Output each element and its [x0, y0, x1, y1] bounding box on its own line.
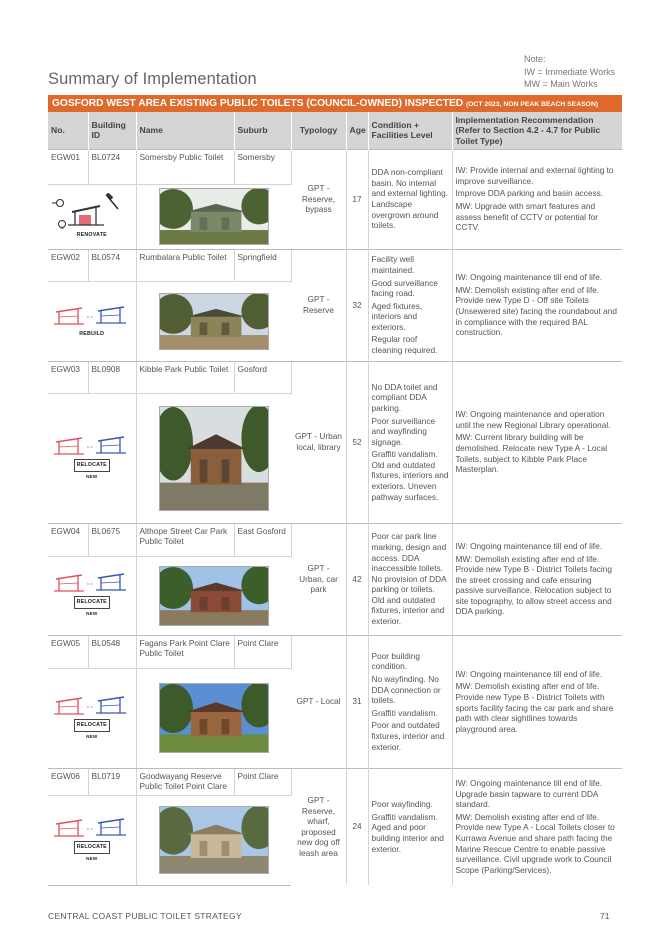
cell-suburb: Gosford — [234, 361, 291, 393]
toilet-photo — [159, 566, 269, 626]
cell-photo — [136, 281, 291, 361]
note-iw: IW = Immediate Works — [524, 66, 616, 77]
table-row — [48, 249, 622, 281]
cell-name: Kibble Park Public Toilet — [136, 361, 234, 393]
rebuild-graphic — [50, 303, 130, 329]
condition-text: Graffiti vandalism. Aged and poor building interior and exterior. — [371, 811, 444, 854]
condition-text: Regular roof cleaning required. — [371, 334, 438, 356]
cell-building-id: BL0724 — [88, 149, 136, 184]
table-row — [48, 523, 622, 556]
new-label: NEW — [86, 855, 98, 861]
condition-text: Graffiti vandalism. — [371, 707, 438, 718]
cell-typology: GPT - Local — [291, 635, 346, 768]
recommendation-text: MW: Demolish existing after end of life. Provide new Type B - District Toilets with sports facility facing the car park and share path with clear sightlines towards playground area. — [455, 681, 614, 734]
cell-age: 17 — [346, 149, 368, 249]
relocate-label: RELOCATE — [74, 841, 110, 854]
recommendation-text: MW: Demolish existing after end of life. Provide new Type B - District Toilets facing the street crossing and cafe ensuring passive surveillance. Relocation subject to site topography, to allow street access and DDA parking. — [455, 553, 612, 617]
relocate-graphic — [50, 694, 130, 718]
relocate-graphic — [50, 434, 130, 458]
renovate-label: RENOVATE — [76, 231, 107, 238]
cell-typology: GPT - Urban local, library — [291, 361, 346, 523]
condition-text: Good surveillance facing road. — [371, 277, 438, 299]
banner-title: GOSFORD WEST AREA EXISTING PUBLIC TOILETS (COUNCIL-OWNED) INSPECTED — [52, 98, 464, 109]
banner-subtitle: (OCT 2023, NON PEAK BEACH SEASON) — [465, 101, 599, 108]
cell-age: 52 — [346, 361, 368, 523]
cell-recommendation — [452, 635, 622, 768]
table-row — [48, 361, 622, 393]
cell-recommendation — [452, 523, 622, 635]
cell-photo — [136, 393, 291, 523]
recommendation-text: IW: Ongoing maintenance till end of life. — [455, 540, 603, 551]
implementation-table — [48, 112, 622, 886]
cell-condition — [368, 523, 452, 635]
col-recommendation: Implementation Recommendation (Refer to Section 4.2 - 4.7 for Public Toilet Type) — [452, 112, 622, 149]
relocate-graphic — [50, 816, 130, 840]
new-label: NEW — [86, 473, 98, 479]
condition-text: No DDA toilet and compliant DDA parking. — [371, 381, 438, 413]
relocate-icon — [50, 571, 134, 619]
table-row — [48, 768, 622, 795]
col-typology: Typology — [291, 112, 346, 149]
cell-condition — [368, 768, 452, 885]
condition-text: Facility well maintained. — [371, 254, 415, 275]
page-number: 71 — [600, 911, 610, 921]
cell-recommendation — [452, 249, 622, 361]
cell-no: EGW02 — [48, 249, 88, 281]
condition-text: Aged fixtures, interiors and exteriors. — [371, 300, 423, 332]
cell-building-id: BL0574 — [88, 249, 136, 281]
section-banner — [48, 95, 622, 112]
renovate-graphic — [50, 193, 130, 233]
note-mw: MW = Main Works — [524, 79, 598, 89]
cell-name: Goodwayang Reserve Public Toilet Point Clare — [136, 768, 234, 795]
cell-condition — [368, 249, 452, 361]
cell-no: EGW01 — [48, 149, 88, 184]
condition-text: DDA non-compliant basin. No internal and external lighting. Landscape overgrown around toilets. — [371, 167, 449, 231]
cell-typology: GPT - Reserve — [291, 249, 346, 361]
cell-icon — [48, 281, 136, 361]
renovate-icon — [50, 193, 134, 241]
cell-photo — [136, 795, 291, 885]
cell-suburb: Springfield — [234, 249, 291, 281]
cell-condition — [368, 635, 452, 768]
recommendation-text: MW: Upgrade with smart features and assess benefit of CCTV or potential for CCTV. — [455, 201, 598, 233]
condition-text: Poor wayfinding. — [371, 799, 433, 810]
recommendation-text: IW: Provide internal and external lighting to improve surveillance. — [455, 165, 614, 186]
condition-text: No wayfinding. No DDA connection or toilets. — [371, 674, 441, 706]
cell-suburb: Point Clare — [234, 768, 291, 795]
cell-age: 31 — [346, 635, 368, 768]
table-row — [48, 635, 622, 668]
cell-name: Somersby Public Toilet — [136, 149, 234, 184]
cell-photo — [136, 668, 291, 768]
recommendation-text: MW: Current library building will be demolished. Relocate new Type A - Local Toilets, subject to Kibble Park Place Masterplan. — [455, 432, 608, 475]
toilet-photo — [159, 188, 269, 245]
cell-recommendation — [452, 149, 622, 249]
cell-condition — [368, 361, 452, 523]
recommendation-text: IW: Ongoing maintenance till end of life. Upgrade basin tapware to current DDA standard. — [455, 778, 603, 810]
relocate-label: RELOCATE — [74, 719, 110, 732]
cell-icon — [48, 795, 136, 885]
cell-name: Rumbalara Public Toilet — [136, 249, 234, 281]
table-row — [48, 149, 622, 184]
recommendation-text: Improve DDA parking and basin access. — [455, 188, 604, 199]
col-suburb: Suburb — [234, 112, 291, 149]
toilet-photo — [159, 806, 269, 874]
new-label: NEW — [86, 733, 98, 739]
cell-suburb: Point Clare — [234, 635, 291, 668]
cell-typology: GPT - Urban, car park — [291, 523, 346, 635]
condition-text: Poor and outdated fixtures, interior and exterior. — [371, 720, 445, 752]
cell-typology: GPT - Reserve, wharf, proposed new dog off leash area — [291, 768, 346, 885]
relocate-graphic — [50, 571, 130, 595]
cell-recommendation — [452, 361, 622, 523]
cell-recommendation — [452, 768, 622, 885]
relocate-label: RELOCATE — [74, 596, 110, 609]
col-name: Name — [136, 112, 234, 149]
toilet-photo — [159, 406, 269, 511]
page-title: Summary of Implementation — [48, 70, 257, 88]
cell-no: EGW06 — [48, 768, 88, 795]
toilet-photo — [159, 293, 269, 350]
cell-no: EGW05 — [48, 635, 88, 668]
recommendation-text: IW: Ongoing maintenance till end of life. — [455, 272, 603, 283]
footer-title: CENTRAL COAST PUBLIC TOILET STRATEGY — [48, 911, 242, 921]
col-age: Age — [346, 112, 368, 149]
col-no: No. — [48, 112, 88, 149]
cell-suburb: East Gosford — [234, 523, 291, 556]
condition-text: Graffiti vandalism. Old and outdated fixtures, interiors and exteriors. Uneven pathway surfaces. — [371, 449, 449, 502]
relocate-label: RELOCATE — [74, 459, 110, 472]
col-building-id: Building ID — [88, 112, 136, 149]
cell-icon — [48, 556, 136, 635]
cell-building-id: BL0548 — [88, 635, 136, 668]
cell-icon — [48, 393, 136, 523]
cell-no: EGW04 — [48, 523, 88, 556]
cell-condition — [368, 149, 452, 249]
rebuild-icon — [50, 303, 134, 340]
cell-icon — [48, 668, 136, 768]
recommendation-text: MW: Demolish existing after end of life. Provide new Type D - Off site Toilets (Unsewered site) facing the roundabout and in compliance with the required BAL construction. — [455, 284, 617, 338]
cell-name: Fagans Park Point Clare Public Toilet — [136, 635, 234, 668]
cell-suburb: Somersby — [234, 149, 291, 184]
cell-photo — [136, 556, 291, 635]
relocate-icon — [50, 434, 134, 482]
cell-icon — [48, 184, 136, 249]
cell-name: Althope Street Car Park Public Toilet — [136, 523, 234, 556]
relocate-icon — [50, 816, 134, 864]
cell-building-id: BL0675 — [88, 523, 136, 556]
condition-text: Poor surveillance and wayfinding signage. — [371, 415, 436, 447]
new-label: NEW — [86, 611, 98, 616]
cell-age: 42 — [346, 523, 368, 635]
cell-age: 24 — [346, 768, 368, 885]
table-header-row — [48, 112, 622, 149]
condition-text: Poor car park line marking, design and access. DDA inaccessible toilets. No provision of DDA parking or toilets. Old and outdated fixtures, interior and exterior. — [371, 531, 447, 627]
condition-text: Poor building condition. — [371, 650, 420, 672]
cell-building-id: BL0908 — [88, 361, 136, 393]
cell-typology: GPT - Reserve, bypass — [291, 149, 346, 249]
note-legend — [524, 53, 615, 91]
toilet-photo — [159, 683, 269, 753]
cell-building-id: BL0719 — [88, 768, 136, 795]
recommendation-text: IW: Ongoing maintenance and operation until the new Regional Library operational. — [455, 409, 611, 430]
relocate-icon — [50, 694, 134, 742]
rebuild-label: REBUILD — [79, 330, 105, 337]
cell-age: 32 — [346, 249, 368, 361]
cell-photo — [136, 184, 291, 249]
note-heading: Note: — [524, 54, 546, 64]
recommendation-text: IW: Ongoing maintenance till end of life. — [455, 668, 603, 679]
cell-no: EGW03 — [48, 361, 88, 393]
col-condition: Condition + Facilities Level — [368, 112, 452, 149]
recommendation-text: MW: Demolish existing after end of life. Provide new Type A - Local Toilets closer to Kurrawa Avenue and share path facing the Marine Rescue Centre to enable passive surveillance. Civil upgrade work to Council Scope (Parking/Services). — [455, 811, 615, 875]
